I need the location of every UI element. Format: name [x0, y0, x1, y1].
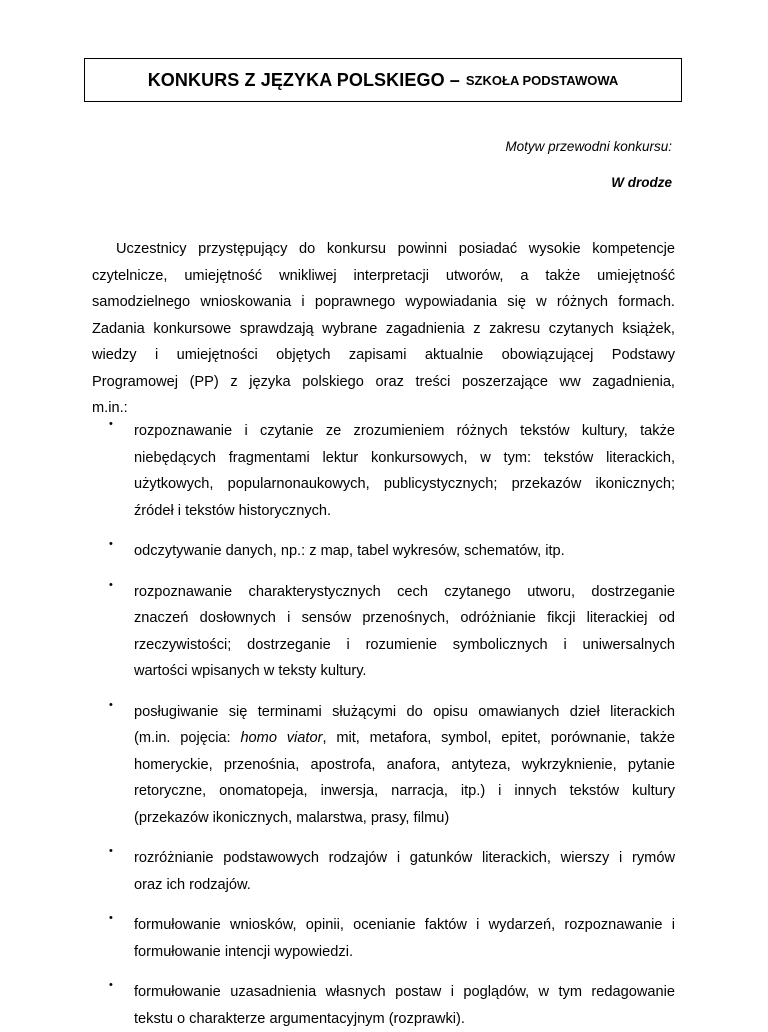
motto-value: W drodze — [611, 175, 672, 190]
list-item — [92, 979, 675, 1032]
list-item-line: wartości wpisanych w teksty kultury. — [134, 658, 675, 685]
intro-line: Uczestnicy przystępujący do konkursu powinni posiadać wysokie kompetencje — [92, 236, 675, 263]
list-item-line: homeryckie, przenośnia, apostrofa, anafora, antyteza, wykrzyknienie, pytanie — [134, 752, 675, 779]
list-item-line: rzeczywistości; dostrzeganie i rozumienie symbolicznych i uniwersalnych — [134, 632, 675, 659]
intro-line: Programowej (PP) z języka polskiego oraz treści poszerzające ww zagadnienia, — [92, 369, 675, 396]
intro-line: wiedzy i umiejętności objętych zapisami aktualnie obowiązującej Podstawy — [92, 342, 675, 369]
bullet-icon: • — [109, 699, 113, 711]
list-item-line: oraz ich rodzajów. — [134, 872, 675, 899]
intro-line: m.in.: — [92, 395, 675, 422]
list-item-line: odczytywanie danych, np.: z map, tabel wykresów, schematów, itp. — [134, 538, 675, 565]
list-item-line: formułowanie intencji wypowiedzi. — [134, 939, 675, 966]
list-item-line: formułowanie uzasadnienia własnych postaw i poglądów, w tym redagowanie — [134, 979, 675, 1006]
title-box — [84, 58, 682, 102]
list-item — [92, 845, 675, 898]
list-item-line: użytkowych, popularnonaukowych, publicystycznych; przekazów ikonicznych; — [134, 471, 675, 498]
motto-label: Motyw przewodni konkursu: — [505, 139, 672, 154]
intro-line: czytelnicze, umiejętność wnikliwej interpretacji utworów, a także umiejętność — [92, 263, 675, 290]
list-item-line: znaczeń dosłownych i sensów przenośnych, odróżnianie fikcji literackiej od — [134, 605, 675, 632]
list-item-line: źródeł i tekstów historycznych. — [134, 498, 675, 525]
bullet-icon: • — [109, 979, 113, 991]
bullet-icon: • — [109, 418, 113, 430]
list-item — [92, 912, 675, 965]
list-item-line: rozpoznawanie charakterystycznych cech czytanego utworu, dostrzeganie — [134, 579, 675, 606]
list-item — [92, 579, 675, 685]
bullet-icon: • — [109, 912, 113, 924]
list-item-line: rozpoznawanie i czytanie ze zrozumieniem różnych tekstów kultury, także — [134, 418, 675, 445]
list-item-line: retoryczne, onomatopeja, inwersja, narracja, itp.) i innych tekstów kultury — [134, 778, 675, 805]
intro-line: Zadania konkursowe sprawdzają wybrane zagadnienia z zakresu czytanych książek, — [92, 316, 675, 343]
list-item-line: (przekazów ikonicznych, malarstwa, prasy, filmu) — [134, 805, 675, 832]
list-item-line: formułowanie wniosków, opinii, ocenianie faktów i wydarzeń, rozpoznawanie i — [134, 912, 675, 939]
bullet-icon: • — [109, 538, 113, 550]
page-title: KONKURS Z JĘZYKA POLSKIEGO – — [148, 70, 460, 91]
competency-list — [92, 418, 675, 1032]
list-item-line: niebędących fragmentami lektur konkursowych, w tym: tekstów literackich, — [134, 445, 675, 472]
list-item-line: posługiwanie się terminami służącymi do opisu omawianych dzieł literackich — [134, 699, 675, 726]
list-item-line: rozróżnianie podstawowych rodzajów i gatunków literackich, wierszy i rymów — [134, 845, 675, 872]
list-item — [92, 418, 675, 524]
list-item — [92, 538, 675, 565]
list-item-line: tekstu o charakterze argumentacyjnym (rozprawki). — [134, 1006, 675, 1032]
list-item — [92, 699, 675, 832]
page-subtitle: SZKOŁA PODSTAWOWA — [466, 73, 618, 88]
intro-line: samodzielnego wnioskowania i poprawnego wypowiadania się w różnych formach. — [92, 289, 675, 316]
bullet-icon: • — [109, 579, 113, 591]
bullet-icon: • — [109, 845, 113, 857]
intro-paragraph — [92, 236, 675, 422]
list-item-line: (m.in. pojęcia: homo viator, mit, metafora, symbol, epitet, porównanie, także — [134, 725, 675, 752]
